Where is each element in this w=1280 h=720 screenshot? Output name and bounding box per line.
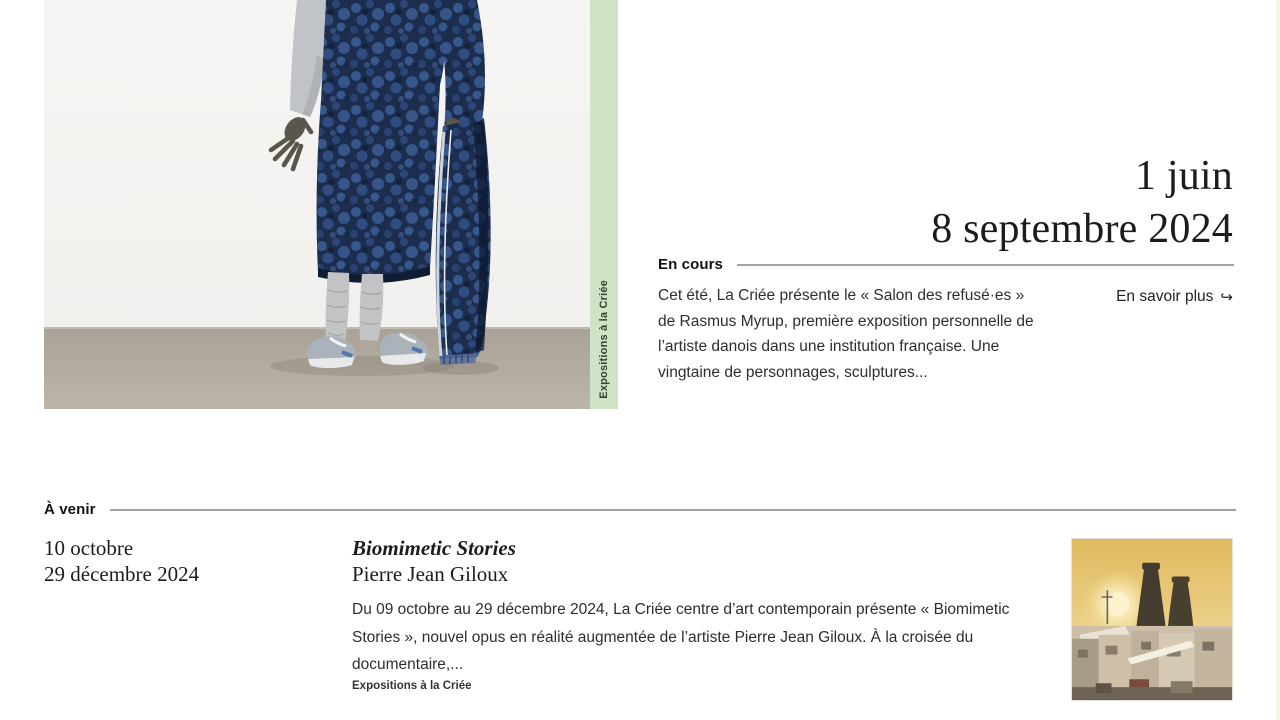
category-strip <box>590 0 618 409</box>
upcoming-date-end: 29 décembre 2024 <box>44 562 200 586</box>
read-more-link[interactable] <box>1116 288 1233 306</box>
section-label-en-cours: En cours <box>658 256 723 273</box>
section-rule <box>110 509 1236 511</box>
read-more-label: En savoir plus <box>1116 288 1214 305</box>
gallery-photo-illustration <box>44 0 618 409</box>
upcoming-exhibition-thumbnail[interactable] <box>1071 538 1233 701</box>
upcoming-exhibition-artist: Pierre Jean Giloux <box>352 562 509 586</box>
category-strip-label: Expositions à la Criée <box>598 280 610 399</box>
upcoming-exhibition-category: Expositions à la Criée <box>352 680 472 692</box>
page-edge-strip <box>1276 0 1280 720</box>
temple-sunset-illustration <box>1072 539 1232 700</box>
current-date-start: 1 juin <box>1134 153 1233 199</box>
upcoming-exhibition-title-block[interactable] <box>352 535 516 587</box>
section-header-a-venir <box>44 501 1236 518</box>
section-rule <box>737 264 1234 266</box>
upcoming-exhibition-dates <box>44 535 199 587</box>
current-exhibition-dates <box>931 150 1233 256</box>
current-exhibition-image[interactable] <box>44 0 618 409</box>
current-date-end: 8 septembre 2024 <box>931 206 1233 252</box>
section-label-a-venir: À venir <box>44 501 96 518</box>
upcoming-date-start: 10 octobre <box>44 536 134 560</box>
upcoming-exhibition-title: Biomimetic Stories <box>352 536 516 560</box>
upcoming-exhibition-description: Du 09 octobre au 29 décembre 2024, La Criée centre d’art contemporain présente « Biomimetic Stories », nouvel opus en réalité augmentée de l’artiste Pierre Jean Giloux. À la croisée du documentaire,... <box>352 601 1010 673</box>
curved-arrow-right-icon: ↪ <box>1220 288 1233 306</box>
section-header-en-cours <box>658 256 1234 273</box>
current-exhibition-description: Cet été, La Criée présente le « Salon des refusé·es » de Rasmus Myrup, première exposition personnelle de l’artiste danois dans une institution française. Une vingtaine de personnages, sculptures... <box>658 287 1034 381</box>
